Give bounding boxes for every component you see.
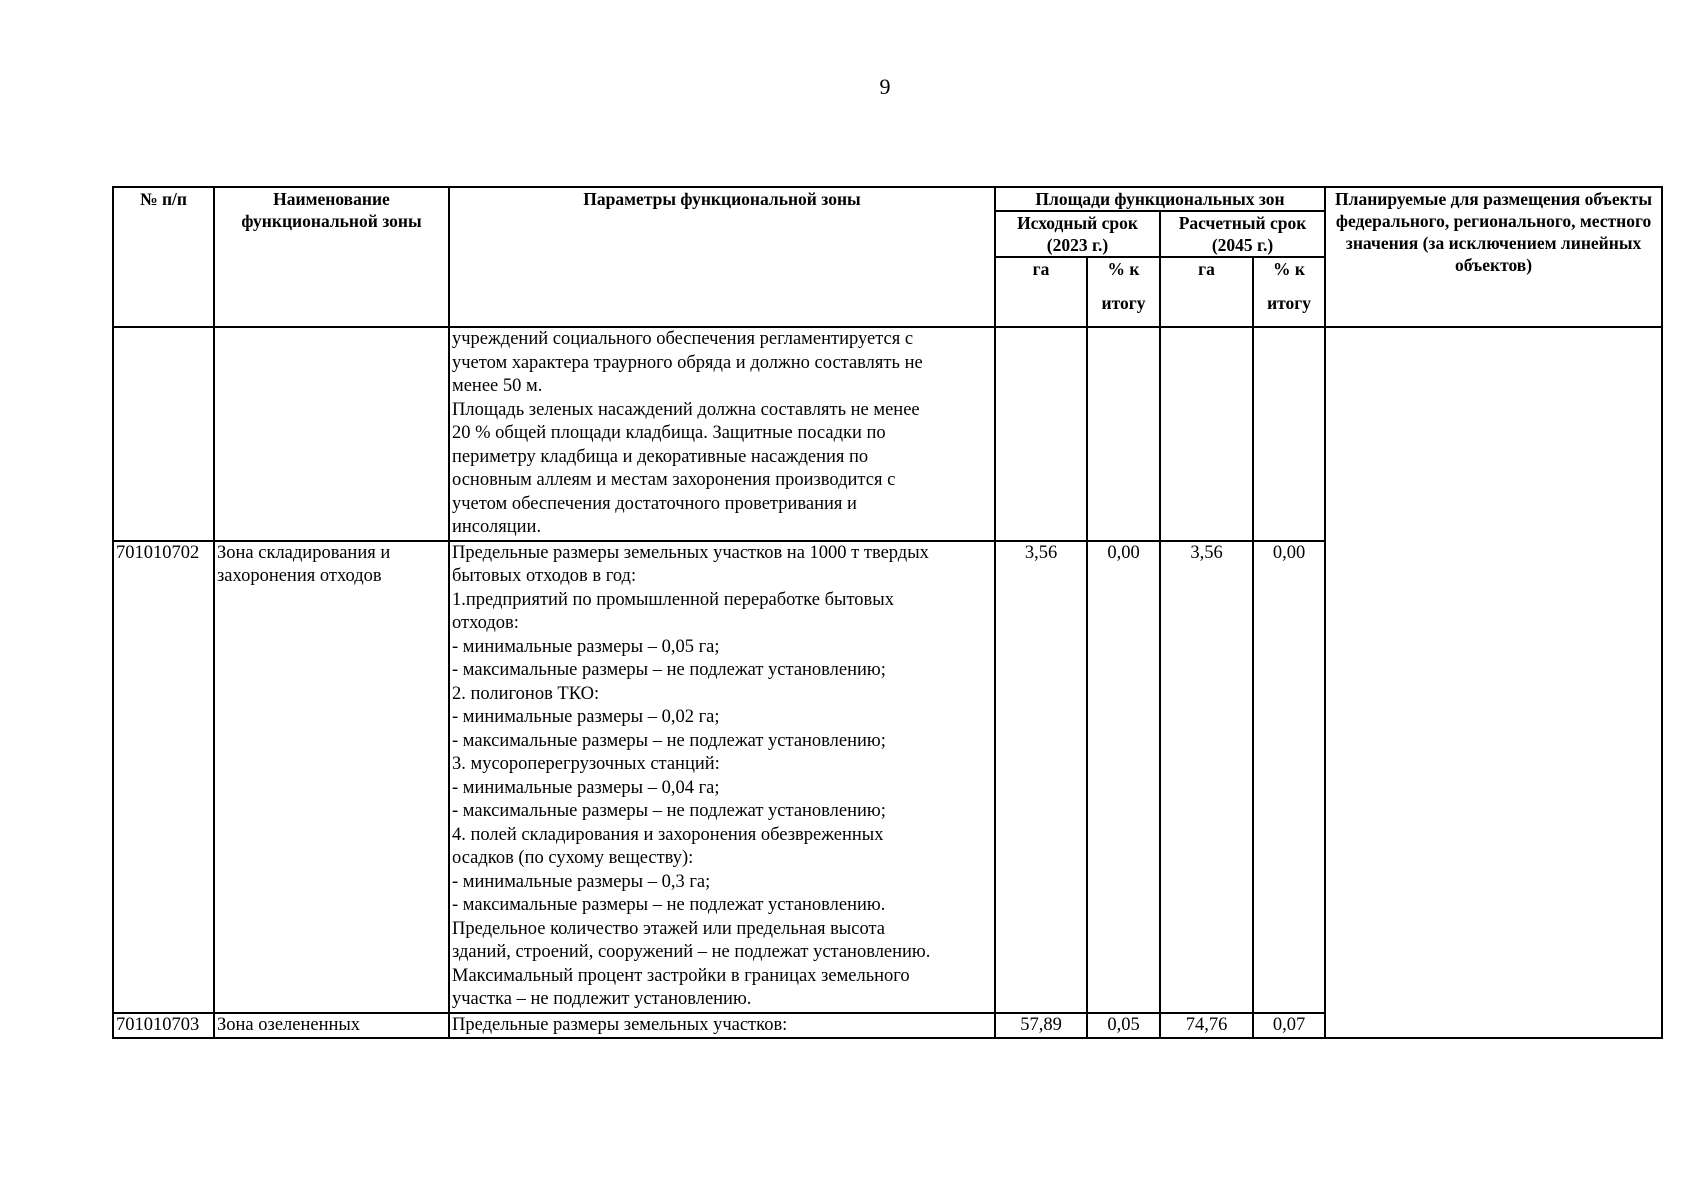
area-ha-2023: 3,56 [995, 541, 1087, 1013]
params-line: участка – не подлежит установлению. [452, 989, 752, 1009]
zone-code [113, 327, 214, 541]
params-line: отходов: [452, 613, 519, 633]
params-line: - минимальные размеры – 0,3 га; [452, 871, 711, 892]
params-line: - максимальные размеры – не подлежат установлению; [452, 730, 886, 751]
params-line: инсоляции. [452, 517, 542, 537]
params-line: - максимальные размеры – не подлежат установлению; [452, 801, 886, 821]
params-line: учетом обеспечения достаточного проветривания и [452, 493, 857, 514]
header-zone-name: Наименование функциональной зоны [214, 187, 449, 327]
area-pct-2045 [1253, 327, 1325, 541]
table-header-row-1 [113, 187, 1662, 211]
area-ha-2023: 57,89 [995, 1013, 1087, 1039]
params-line: - минимальные размеры – 0,05 га; [452, 636, 720, 657]
params-line: учетом характера траурного обряда и должно составлять не [452, 352, 923, 373]
header-pct-2045-line-2: итогу [1267, 293, 1311, 313]
area-ha-2023 [995, 327, 1087, 541]
header-pct-2023-line-2: итогу [1101, 293, 1146, 313]
area-ha-2045 [1160, 327, 1253, 541]
params-line: менее 50 м. [452, 376, 543, 396]
zone-code: 701010702 [113, 541, 214, 1013]
params-line: Максимальный процент застройки в границах земельного [452, 965, 910, 986]
functional-zones-table [112, 186, 1663, 1039]
zone-code: 701010703 [113, 1013, 214, 1039]
params-line: Предельные размеры земельных участков на 1000 т твердых [452, 542, 929, 563]
header-pct-2045-line-1: % к [1273, 259, 1305, 279]
area-pct-2045: 0,07 [1253, 1013, 1325, 1039]
header-planned-objects: Планируемые для размещения объекты федерального, регионального, местного значения (за исключением линейных объектов) [1325, 187, 1662, 327]
table-row [113, 327, 1662, 541]
header-initial-term: Исходный срок (2023 г.) [995, 211, 1160, 257]
params-line: 3. мусороперегрузочных станций: [452, 754, 720, 774]
area-pct-2023 [1087, 327, 1160, 541]
page-number: 9 [879, 74, 891, 99]
header-planned-term: Расчетный срок (2045 г.) [1160, 211, 1325, 257]
params-line: зданий, строений, сооружений – не подлежат установлению. [452, 942, 931, 962]
zone-params [449, 541, 995, 1013]
header-ha-2023: га [995, 257, 1087, 327]
zone-params [449, 327, 995, 541]
zone-name: Зона озелененных [214, 1013, 449, 1039]
area-pct-2045: 0,00 [1253, 541, 1325, 1013]
params-line: основным аллеям и местам захоронения производится с [452, 470, 896, 490]
header-ha-2045: га [1160, 257, 1253, 327]
params-line: - минимальные размеры – 0,04 га; [452, 777, 720, 798]
header-zone-areas: Площади функциональных зон [995, 187, 1325, 211]
zone-name: Зона складирования и захоронения отходов [214, 541, 449, 1013]
header-number: № п/п [113, 187, 214, 327]
area-pct-2023: 0,00 [1087, 541, 1160, 1013]
params-line: 4. полей складирования и захоронения обезвреженных [452, 824, 884, 845]
zone-name [214, 327, 449, 541]
params-line: Предельные размеры земельных участков: [452, 1014, 788, 1035]
header-pct-2023 [1087, 257, 1160, 327]
params-line: - максимальные размеры – не подлежат установлению; [452, 660, 886, 680]
params-line: бытовых отходов в год: [452, 566, 637, 586]
params-line: - максимальные размеры – не подлежат установлению. [452, 895, 886, 915]
params-line: осадков (по сухому веществу): [452, 848, 694, 868]
header-pct-2045 [1253, 257, 1325, 327]
area-pct-2023: 0,05 [1087, 1013, 1160, 1039]
area-ha-2045: 3,56 [1160, 541, 1253, 1013]
params-line: 2. полигонов ТКО: [452, 683, 600, 704]
params-line: Предельное количество этажей или предельная высота [452, 918, 885, 939]
params-line: 20 % общей площади кладбища. Защитные посадки по [452, 423, 886, 443]
params-line: Площадь зеленых насаждений должна составлять не менее [452, 399, 920, 420]
params-line: - минимальные размеры – 0,02 га; [452, 707, 720, 727]
header-pct-2023-line-1: % к [1107, 259, 1140, 279]
zone-params [449, 1013, 995, 1039]
planned-objects-cell [1325, 327, 1662, 1038]
params-line: 1.предприятий по промышленной переработке бытовых [452, 589, 894, 610]
params-line: периметру кладбища и декоративные насаждения по [452, 446, 869, 467]
params-line: учреждений социального обеспечения регламентируется с [452, 329, 914, 349]
header-zone-params: Параметры функциональной зоны [449, 187, 995, 327]
area-ha-2045: 74,76 [1160, 1013, 1253, 1039]
